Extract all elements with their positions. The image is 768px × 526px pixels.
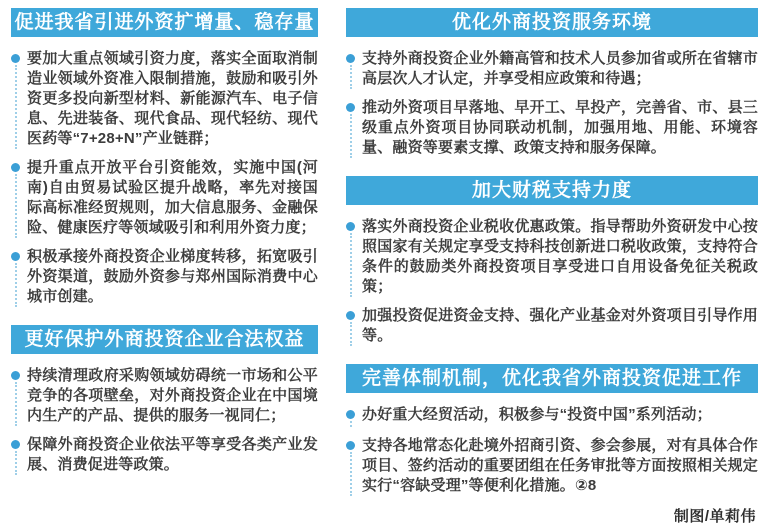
bullet-text: 加强投资促进资金支持、强化产业基金对外资项目引导作用等。 (362, 307, 758, 344)
bullet-marker (11, 158, 27, 238)
list-item (11, 247, 318, 307)
dotted-connector-line (350, 421, 352, 427)
section-banner-fiscal-tax-support (346, 176, 758, 205)
bullet-dot-icon (11, 163, 20, 172)
list-item (11, 366, 318, 426)
bullet-marker (346, 217, 362, 297)
list-item (346, 49, 758, 89)
section-banner-attract-investment (11, 8, 318, 37)
list-item (11, 435, 318, 475)
section-banner-institutional-mechanism (346, 364, 758, 393)
list-item (11, 49, 318, 149)
dotted-connector-line (350, 233, 352, 297)
bullet-text: 提升重点开放平台引资能效，实施中国(河南)自由贸易试验区提升战略，率先对接国际高标准经贸规则，加大信息服务、金融保险、健康医疗等领域吸引和利用外资力度； (27, 159, 318, 236)
bullet-dot-icon (346, 410, 355, 419)
list-item (346, 98, 758, 158)
list-item (346, 306, 758, 346)
bullet-marker (346, 49, 362, 89)
bullet-marker (346, 98, 362, 158)
bullet-text: 支持外商投资企业外籍高管和技术人员参加省或所在省辖市高层次人才认定，并享受相应政策和待遇； (362, 50, 758, 87)
bullet-marker (11, 49, 27, 149)
bullet-marker (346, 436, 362, 496)
bullet-dot-icon (11, 371, 20, 380)
bullet-dot-icon (11, 252, 20, 261)
illustrator-credit: 制图/单莉伟 (673, 508, 756, 525)
dotted-connector-line (15, 263, 17, 307)
bullet-marker (11, 435, 27, 475)
bullet-text: 落实外商投资企业税收优惠政策。指导帮助外资研发中心按照国家有关规定享受支持科技创新进口税收政策，支持符合条件的鼓励类外商投资项目享受进口自用设备免征关税政策； (362, 218, 758, 295)
left-column (11, 8, 318, 473)
bullet-marker (346, 306, 362, 346)
bullet-text: 支持各地常态化赴境外招商引资、参会参展，对有具体合作项目、签约活动的重要团组在任务审批等方面按照相关规定实行“容缺受理”等便利化措施。②8 (362, 437, 758, 494)
list-item (346, 217, 758, 297)
dotted-connector-line (350, 65, 352, 89)
bullet-dot-icon (11, 440, 20, 449)
dotted-connector-line (350, 452, 352, 496)
section-title: 完善体制机制，优化我省外商投资促进工作 (361, 368, 742, 389)
bullet-dot-icon (346, 54, 355, 63)
bullet-dot-icon (346, 222, 355, 231)
bullet-text: 保障外商投资企业依法平等享受各类产业发展、消费促进等政策。 (27, 436, 318, 473)
bullet-marker (346, 405, 362, 427)
list-item (346, 436, 758, 496)
bullet-dot-icon (346, 103, 355, 112)
bullet-text: 积极承接外商投资企业梯度转移，拓宽吸引外资渠道，鼓励外资参与郑州国际消费中心城市创建。 (27, 248, 318, 305)
list-item (346, 405, 758, 427)
bullet-dot-icon (346, 311, 355, 320)
bullet-text: 推动外资项目早落地、早开工、早投产，完善省、市、县三级重点外资项目协同联动机制，加强用地、用能、环境容量、融资等要素支撑、政策支持和服务保障。 (362, 99, 758, 156)
bullet-text: 要加大重点领域引资力度，落实全面取消制造业领域外资准入限制措施，鼓励和吸引外资更多投向新型材料、新能源汽车、电子信息、先进装备、现代食品、现代轻纺、现代医药等“7+28+N”产业链群； (27, 50, 318, 147)
section-title: 优化外商投资服务环境 (451, 12, 652, 33)
dotted-connector-line (15, 382, 17, 426)
bullet-dot-icon (346, 441, 355, 450)
bullet-marker (11, 366, 27, 426)
dotted-connector-line (350, 114, 352, 158)
dotted-connector-line (15, 65, 17, 149)
section-title: 加大财税支持力度 (471, 180, 632, 201)
dotted-connector-line (15, 174, 17, 238)
dotted-connector-line (15, 451, 17, 475)
right-column (346, 8, 758, 525)
section-banner-service-environment (346, 8, 758, 37)
bullet-text: 办好重大经贸活动，积极参与“投资中国”系列活动； (362, 406, 712, 423)
bullet-marker (11, 247, 27, 307)
dotted-connector-line (350, 322, 352, 346)
list-item (11, 158, 318, 238)
section-banner-protect-rights (11, 325, 318, 354)
bullet-dot-icon (11, 54, 20, 63)
bullet-text: 持续清理政府采购领域妨碍统一市场和公平竞争的各项壁垒，对外商投资企业在中国境内生产的产品、提供的服务一视同仁； (27, 367, 318, 424)
section-title: 促进我省引进外资扩增量、稳存量 (14, 12, 315, 33)
section-title: 更好保护外商投资企业合法权益 (24, 329, 305, 350)
